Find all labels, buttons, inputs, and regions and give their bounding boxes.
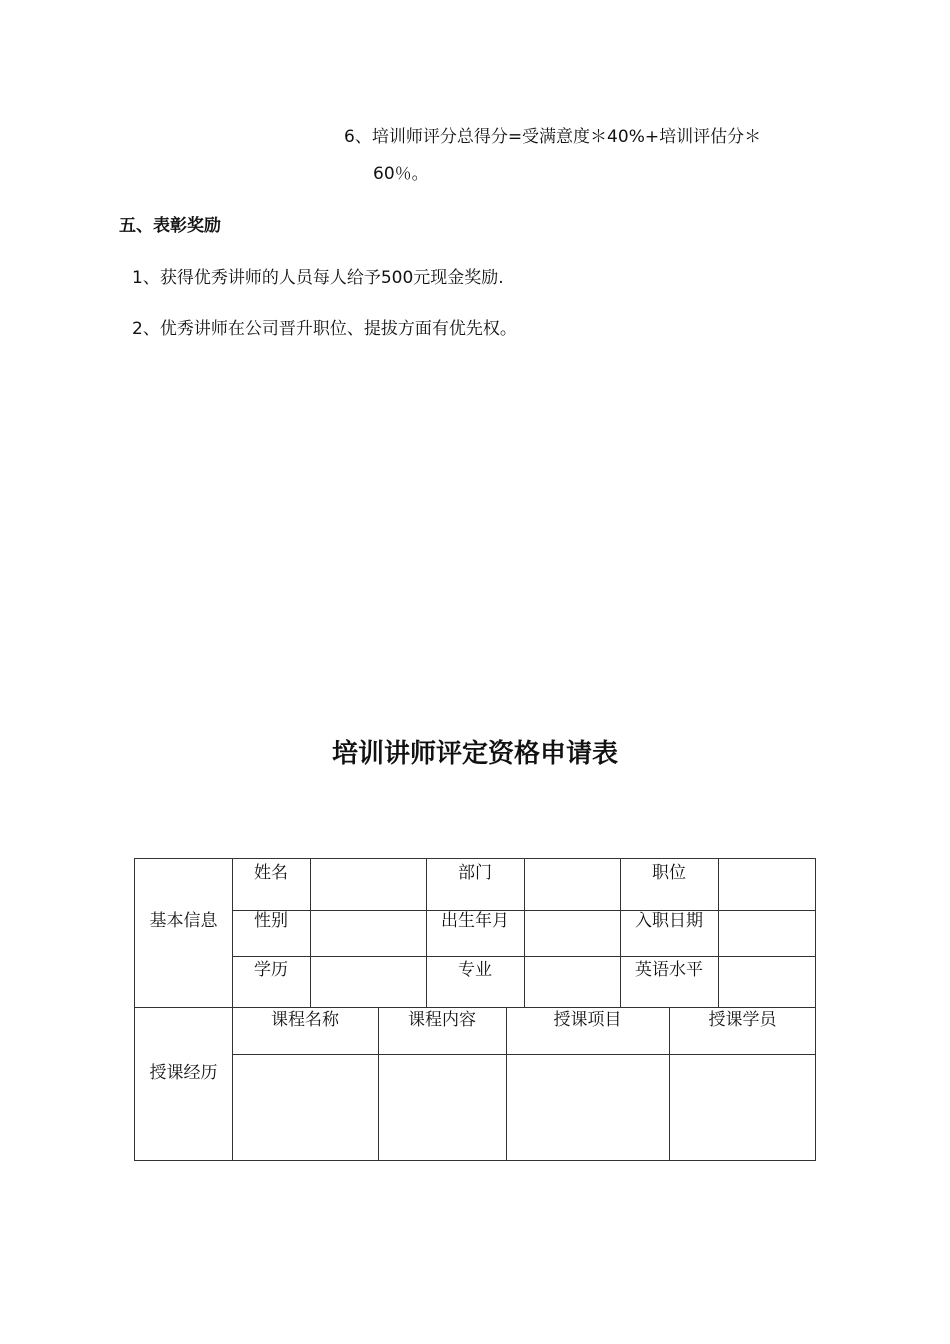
col-divider [524, 859, 525, 1007]
teaching-experience-label: 授课经历 [149, 1063, 218, 1083]
field-label-major: 专业 [458, 960, 492, 980]
item6-line1: 6、培训师评分总得分=受满意度＊40%+培训评估分＊ [344, 127, 762, 147]
form-title: 培训讲师评定资格申请表 [331, 739, 618, 769]
field-label-gender: 性别 [254, 911, 288, 931]
item6-line2: 60％。 [373, 164, 429, 184]
header-course-name: 课程名称 [271, 1010, 339, 1030]
field-label-position: 职位 [652, 863, 686, 883]
basic-info-label: 基本信息 [149, 911, 218, 931]
field-label-education: 学历 [254, 960, 288, 980]
reward-item-1: 1、获得优秀讲师的人员每人给予500元现金奖励. [132, 268, 504, 288]
col-divider [718, 859, 719, 1007]
col-divider [310, 859, 311, 1007]
section5-heading: 五、表彰奖励 [119, 216, 221, 236]
header-trainees: 授课学员 [708, 1010, 777, 1030]
field-label-birth-month: 出生年月 [441, 911, 509, 931]
header-course-content: 课程内容 [408, 1010, 476, 1030]
reward-item-2: 2、优秀讲师在公司晋升职位、提拔方面有优先权。 [132, 319, 517, 339]
header-teaching-project: 授课项目 [553, 1010, 622, 1030]
field-label-english-level: 英语水平 [635, 960, 703, 980]
field-label-name: 姓名 [254, 863, 288, 883]
application-form-table [134, 858, 816, 1161]
row-divider [232, 1054, 816, 1055]
field-label-department: 部门 [458, 863, 492, 883]
field-label-hire-date: 入职日期 [635, 911, 703, 931]
